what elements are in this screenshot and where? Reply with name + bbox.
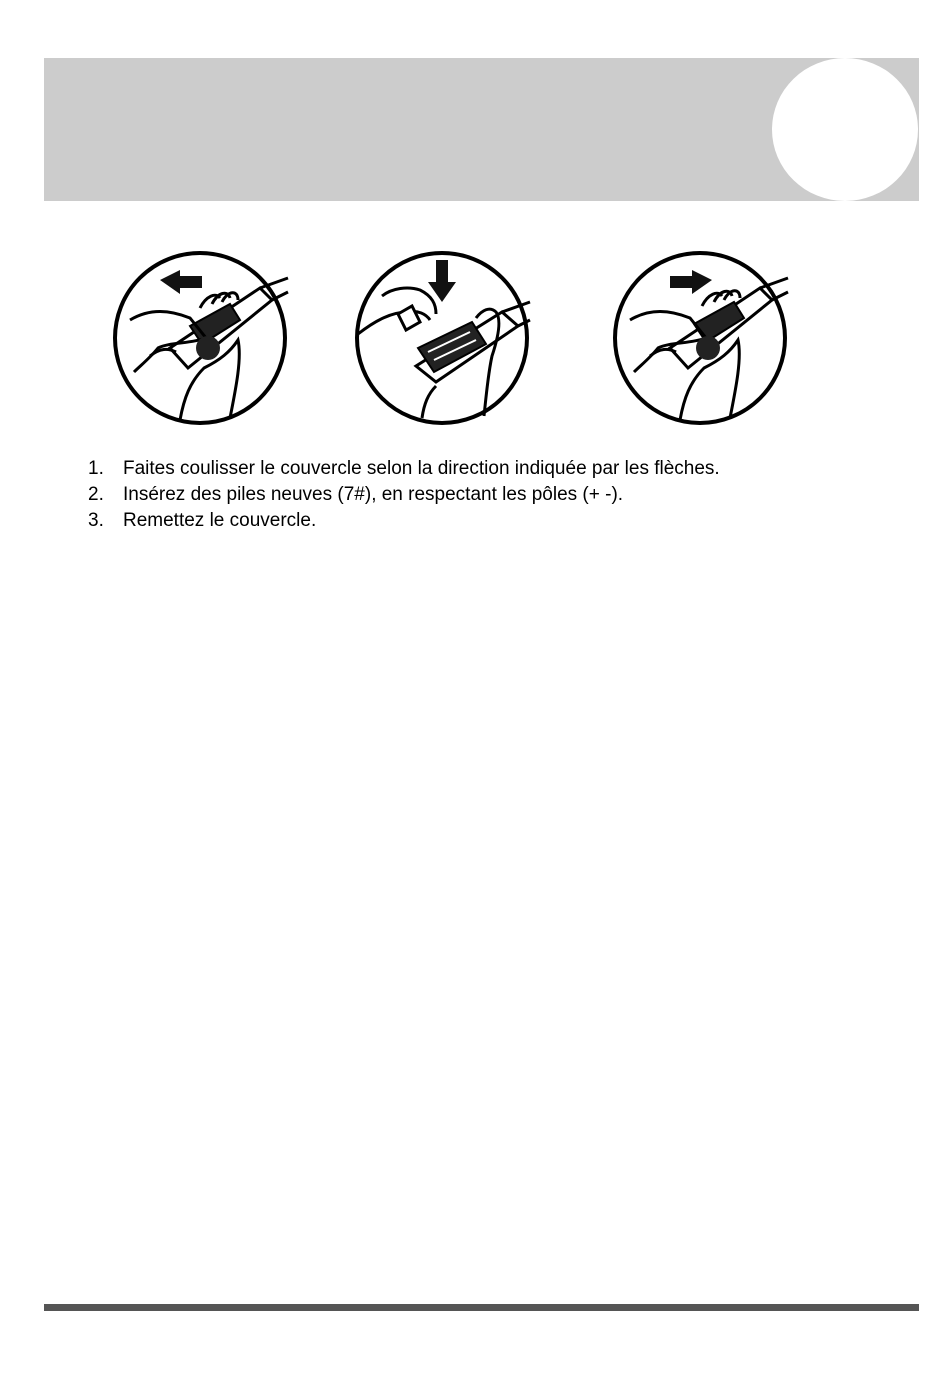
slide-cover-close-icon [610, 248, 790, 428]
footer-rule [44, 1304, 919, 1311]
list-item [88, 456, 720, 482]
slide-cover-open-icon [110, 248, 290, 428]
step-number: 3. [88, 510, 104, 531]
header-badge-circle [772, 58, 918, 201]
list-item [88, 482, 720, 508]
step-number: 2. [88, 484, 104, 505]
step-number: 1. [88, 458, 104, 479]
battery-illustrations [110, 248, 800, 428]
insert-batteries-icon [352, 248, 532, 428]
step-text: Faites coulisser le couvercle selon la direction indiquée par les flèches. [123, 458, 720, 479]
battery-instructions-list [88, 456, 720, 534]
step-text: Remettez le couvercle. [123, 510, 317, 531]
list-item [88, 508, 720, 534]
step-text: Insérez des piles neuves (7#), en respectant les pôles (+ -). [123, 484, 624, 505]
